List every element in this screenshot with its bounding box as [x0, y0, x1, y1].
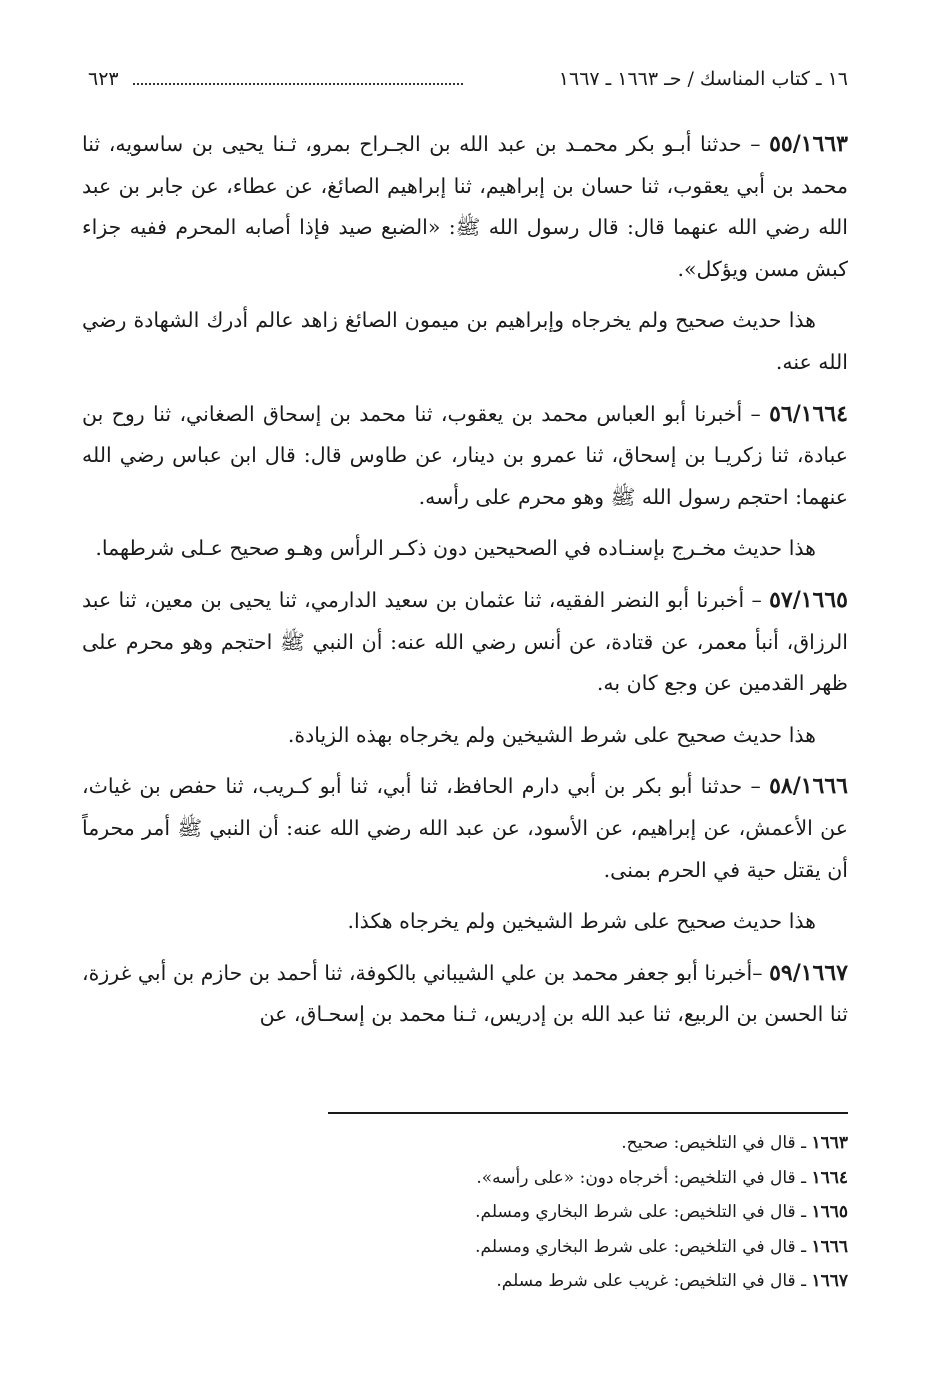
footnote	[328, 1264, 848, 1299]
chapter-title: ١٦ ـ كتاب المناسك / حـ ١٦٦٣ ـ ١٦٦٧	[558, 68, 848, 90]
footnote-number: ١٦٦٣	[811, 1133, 848, 1153]
hadith-text: – أخبرنا أبو النضر الفقيه، ثنا عثمان بن سعيد الدارمي، ثنا يحيى بن معين، ثنا عبد الرزاق، أنبأ معمر، عن قتادة، عن أنس رضي الله عنه: أن النبي ﷺ احتجم وهو محرم على ظهر القدمين عن وجع كان به.	[82, 587, 848, 696]
hadith-entry	[82, 766, 848, 891]
footnotes	[328, 1112, 848, 1299]
hadith-entry	[82, 953, 848, 1036]
hadith-entry	[82, 394, 848, 519]
footnote-text: ـ قال في التلخيص: صحيح.	[621, 1133, 812, 1153]
footnote-number: ١٦٦٦	[811, 1236, 848, 1257]
footnote	[328, 1161, 848, 1196]
footnote-text: ـ قال في التلخيص: أخرجاه دون: «على رأسه».	[476, 1167, 812, 1188]
hadith-number: ٥٦/١٦٦٤	[769, 400, 848, 427]
hadith-comment: هذا حديث صحيح على شرط الشيخين ولم يخرجاه هكذا.	[347, 909, 816, 934]
hadith-number: ٥٩/١٦٦٧	[769, 959, 848, 986]
footnote	[328, 1126, 848, 1161]
hadith-text: – أخبرنا أبو العباس محمد بن يعقوب، ثنا محمد بن إسحاق الصغاني، ثنا روح بن عبادة، ثنا زكريـا بن إسحاق، ثنا عمرو بن دينار، عن طاوس قال: قال ابن عباس رضي الله عنهما: احتجم رسول الله ﷺ وهو محرم على رأسه.	[82, 401, 848, 509]
main-text	[82, 124, 848, 1046]
footnote-number: ١٦٦٥	[811, 1202, 848, 1222]
footnote-text: ـ قال في التلخيص: غريب على شرط مسلم.	[496, 1271, 812, 1291]
hadith-text: – حدثنا أبو بكر بن أبي دارم الحافظ، ثنا أبي، ثنا أبو كـريب، ثنا حفص بن غياث، عن الأعمش، عن إبراهيم، عن الأسود، عن عبد الله رضي الله عنه: أن النبي ﷺ أمر محرماً أن يقتل حية في الحرم بمنى.	[82, 774, 848, 882]
footnote	[328, 1195, 848, 1230]
header-dots	[133, 83, 463, 85]
footnote-number: ١٦٦٧	[811, 1271, 848, 1291]
footnote-text: ـ قال في التلخيص: على شرط البخاري ومسلم.	[475, 1236, 812, 1257]
hadith-entry	[82, 124, 848, 290]
hadith-entry	[82, 580, 848, 705]
hadith-comment: هذا حديث صحيح على شرط الشيخين ولم يخرجاه بهذه الزيادة.	[287, 722, 816, 747]
hadith-number: ٥٨/١٦٦٦	[769, 773, 848, 800]
hadith-number: ٥٧/١٦٦٥	[769, 586, 848, 613]
page-number: ٦٢٣	[88, 68, 119, 90]
hadith-comment: هذا حديث صحيح ولم يخرجاه وإبراهيم بن ميمون الصائغ زاهد عالم أدرك الشهادة رضي الله عنه.	[82, 308, 848, 374]
footnote-number: ١٦٦٤	[811, 1167, 848, 1188]
footnote-text: ـ قال في التلخيص: على شرط البخاري ومسلم.	[475, 1202, 812, 1222]
hadith-text: –أخبرنا أبو جعفر محمد بن علي الشيباني بالكوفة، ثنا أحمد بن حازم بن أبي غرزة، ثنا الحسن بن الربيع، ثنا عبد الله بن إدريس، ثـنا محمد بن إسحـاق، عن	[82, 960, 848, 1027]
running-header	[88, 68, 848, 91]
hadith-text: – حدثنا أبـو بكر محمـد بن عبد الله بن الجـراح بمرو، ثـنا يحيى بن ساسويه، ثنا محمد بن أبي يعقوب، ثنا حسان بن إبراهيم، ثنا إبراهيم الصائغ، عن عطاء، عن جابر بن عبد الله رضي الله عنهما قال: قال رسول الله ﷺ: «الضبع صيد فإذا أصابه المحرم ففيه جزاء كبش مسن ويؤكل».	[82, 132, 848, 281]
hadith-comment: هذا حديث مخـرج بإسنـاده في الصحيحين دون ذكـر الرأس وهـو صحيح عـلى شرطهما.	[95, 536, 816, 561]
hadith-number: ٥٥/١٦٦٣	[769, 131, 848, 157]
footnote	[328, 1230, 848, 1265]
